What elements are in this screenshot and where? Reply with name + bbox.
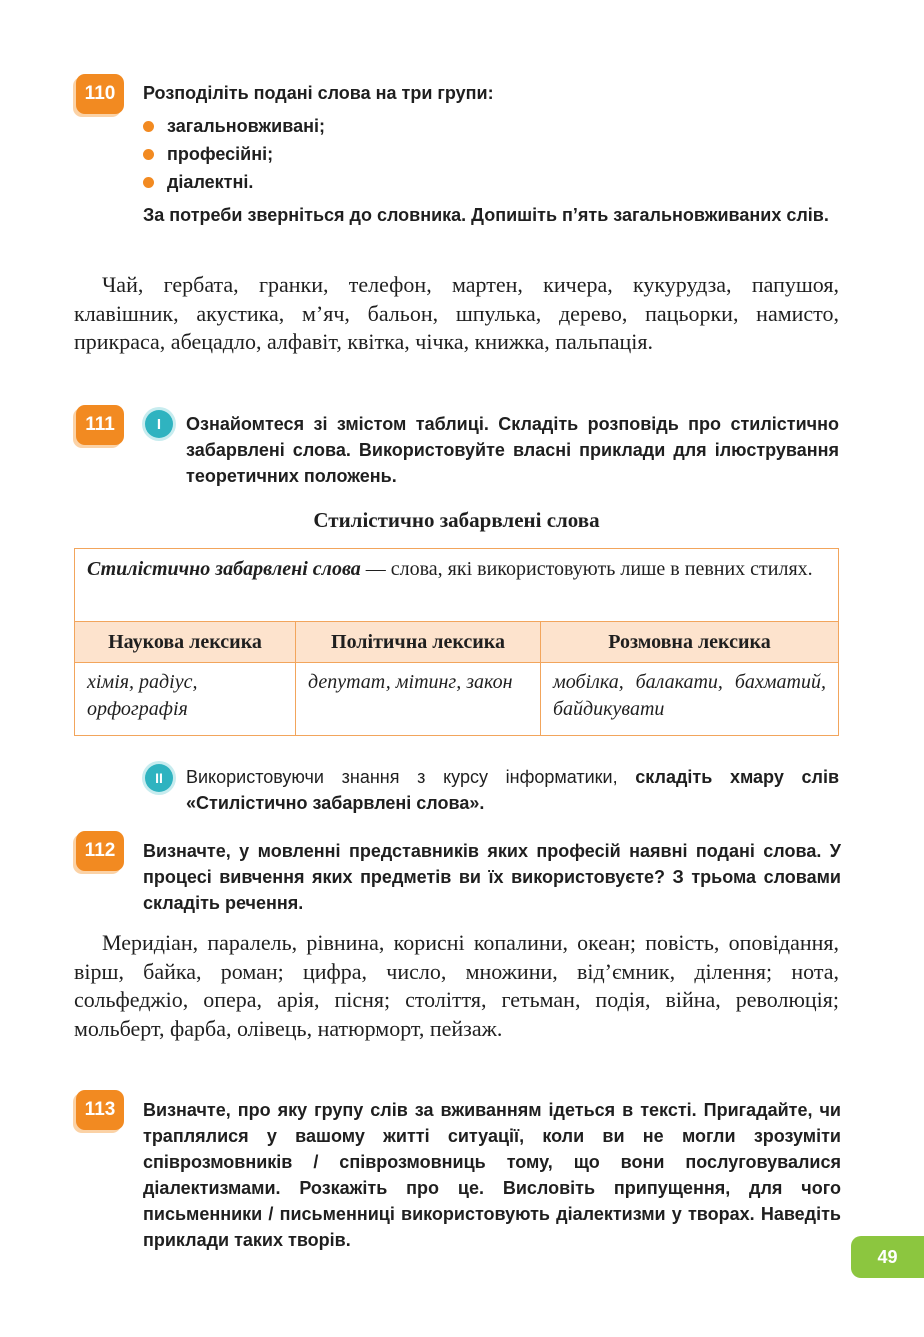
stylistic-words-table: [74, 548, 839, 736]
table-cell-political-examples: депутат, мітинг, закон: [296, 663, 541, 736]
exercise-110-text: Чай, гербата, гранки, телефон, мартен, кичера, кукурудза, папушоя, клавішник, акустика, м’яч, бальон, шпулька, дерево, пацьорки, намисто, прикраса, абецадло, алфавіт, квітка, чічка, книжка, пальпація.: [74, 272, 839, 354]
exercise-number-113: 113: [76, 1090, 124, 1130]
part2-text-bold: складіть хмару слів «Стилістично забарвлені слова».: [186, 767, 840, 813]
part-two-badge: II: [145, 764, 173, 792]
list-item: загальновживані;: [143, 112, 325, 140]
exercise-113-task: Визначте, про яку групу слів за вживанням ідеться в тексті. Пригадайте, чи траплялися у вашому житті ситуації, коли ви не могли зрозуміти співрозмовників / співрозмовниць тому, що вони послуговувалися діалектизмами. Розкажіть про це. Висловіть припущення, для чого письменники / письменниці використовують діалектизми у творах. Наведіть приклади таких творів.: [143, 1100, 841, 1250]
part-one-badge: I: [145, 410, 173, 438]
exercise-111-part2: [186, 764, 839, 816]
definition-text: — слова, які використовують лише в певних стилях.: [360, 558, 813, 580]
exercise-number-111: 111: [76, 405, 124, 445]
table-header-scientific: Наукова лексика: [75, 622, 296, 663]
table-cell-scientific-examples: хімія, радіус, орфографія: [75, 663, 296, 736]
page-number: 49: [851, 1236, 924, 1278]
bullet-dot-icon: [143, 177, 154, 188]
exercise-112-text: Меридіан, паралель, рівнина, корисні копалини, океан; повість, оповідання, вірш, байка, роман; цифра, число, множини, від’ємник, ділення; нота, сольфеджіо, опера, арія, пісня; століття, гетьман, подія, війна, революція; мольберт, фарба, олівець, натюрморт, пейзаж.: [74, 930, 839, 1041]
exercise-111-task: Ознайомтеся зі змістом таблиці. Складіть розповідь про стилістично забарвлені слова. Використовуйте власні приклади для ілюстрування теоретичних положень.: [186, 414, 839, 486]
list-item: діалектні.: [143, 168, 325, 196]
bullet-dot-icon: [143, 149, 154, 160]
bullet-dot-icon: [143, 121, 154, 132]
exercise-112-task: Визначте, у мовленні представників яких професій наявні подані слова. У процесі вивчення яких предметів ви їх використовуєте? З трьома словами складіть речення.: [143, 841, 841, 913]
exercise-110-task: Розподіліть подані слова на три групи:: [143, 83, 494, 103]
exercise-number-112: 112: [76, 831, 124, 871]
definition-term: Стилістично забарвлені слова: [87, 558, 361, 580]
exercise-number-110: 110: [76, 74, 124, 114]
table-title: Стилістично забарвлені слова: [313, 508, 600, 532]
word-groups-list: [143, 112, 325, 196]
table-header-colloquial: Розмовна лексика: [541, 622, 839, 663]
table-cell-colloquial-examples: мобілка, балакати, бахматий, байдикувати: [541, 663, 839, 736]
list-item: професійні;: [143, 140, 325, 168]
table-header-political: Політична лексика: [296, 622, 541, 663]
table-definition: [75, 549, 839, 622]
part2-text-plain: Використовуючи знання з курсу інформатики,: [186, 767, 636, 787]
exercise-110-task-2: За потреби зверніться до словника. Допишіть п’ять загальновживаних слів.: [143, 205, 829, 225]
